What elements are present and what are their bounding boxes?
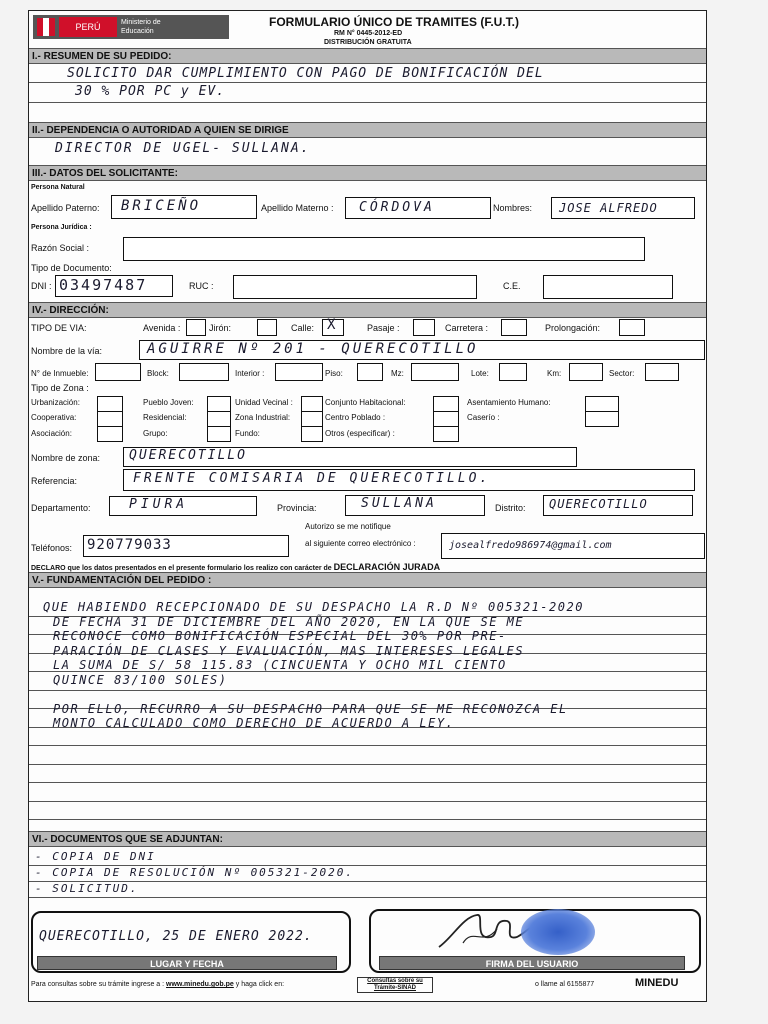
- minedu-logo: [33, 15, 229, 39]
- via-calle-mark: X: [327, 317, 337, 333]
- via-calle-label: Calle:: [291, 323, 315, 333]
- distrito-value: QUERECOTILLO: [549, 497, 648, 511]
- interior-label: Interior :: [235, 369, 265, 378]
- form-distribution: DISTRIBUCIÓN GRATUITA: [324, 39, 412, 46]
- fundamentacion-line: QUE HABIENDO RECEPCIONADO DE SU DESPACHO LA R.D Nº 005321-2020: [43, 600, 584, 614]
- section-1-header: I.- RESUMEN DE SU PEDIDO:: [29, 48, 706, 64]
- zona-fundo-checkbox[interactable]: [301, 426, 323, 442]
- fut-form: [28, 10, 707, 1002]
- section-5-header: V.- FUNDAMENTACIÓN DEL PEDIDO :: [29, 572, 706, 588]
- ce-label: C.E.: [503, 281, 521, 291]
- consultas-text: [31, 981, 284, 988]
- ruled-line: [29, 690, 706, 691]
- via-carretera-label: Carretera :: [445, 323, 489, 333]
- ruled-line: [29, 764, 706, 765]
- persona-natural-label: Persona Natural: [31, 184, 85, 191]
- fundamentacion-line: RECONOCE COMO BONIFICACIÓN ESPECIAL DEL 30% POR PRE-: [53, 629, 507, 643]
- nombres-value: JOSE ALFREDO: [559, 201, 658, 215]
- zona-cooperativa-label: Cooperativa:: [31, 413, 77, 422]
- ruled-line: [29, 897, 706, 898]
- llame-text: o llame al 6155877: [535, 981, 595, 988]
- fundamentacion-line: LA SUMA DE S/ 58 115.83 (CINCUENTA Y OCHO MIL CIENTO: [53, 658, 507, 672]
- zona-conjunto-label: Conjunto Habitacional:: [325, 398, 406, 407]
- minedu-brand: MINEDU: [635, 977, 679, 989]
- ruled-line: [29, 801, 706, 802]
- km-label: Km:: [547, 369, 562, 378]
- documento-item: - SOLICITUD.: [35, 882, 139, 895]
- zona-asociacion-label: Asociación:: [31, 429, 72, 438]
- sector-field[interactable]: [645, 363, 679, 381]
- via-jiron-checkbox[interactable]: [257, 319, 277, 336]
- ruc-field[interactable]: [233, 275, 477, 299]
- peru-shield-icon: [37, 18, 55, 36]
- zona-fundo-label: Fundo:: [235, 429, 260, 438]
- logo-ministry: Ministerio de Educación: [121, 19, 161, 35]
- autorizo-line-2: al siguiente correo electrónico :: [305, 539, 416, 548]
- referencia-label: Referencia:: [31, 476, 78, 486]
- declaro-sentence: DECLARO que los datos presentados en el presente formulario los realizo con carácter de: [31, 565, 332, 572]
- documento-item: - COPIA DE DNI: [35, 850, 156, 863]
- ruled-line: [29, 819, 706, 820]
- departamento-value: PIURA: [129, 497, 189, 512]
- piso-field[interactable]: [357, 363, 383, 381]
- dni-label: DNI :: [31, 281, 52, 291]
- zona-asociacion-checkbox[interactable]: [97, 426, 123, 442]
- section-6-header: VI.- DOCUMENTOS QUE SE ADJUNTAN:: [29, 831, 706, 847]
- zona-residencial-label: Residencial:: [143, 413, 187, 422]
- apellido-materno-value: CÓRDOVA: [359, 200, 435, 215]
- km-field[interactable]: [569, 363, 603, 381]
- form-title: FORMULARIO ÚNICO DE TRAMITES (F.U.T.): [269, 15, 519, 29]
- zona-otros-checkbox[interactable]: [433, 426, 459, 442]
- departamento-label: Departamento:: [31, 503, 91, 513]
- fundamentacion-line: MONTO CALCULADO COMO DERECHO DE ACUERDO A LEY.: [53, 716, 455, 730]
- ruc-label: RUC :: [189, 281, 214, 291]
- zona-caserio-label: Caserío :: [467, 413, 500, 422]
- razon-social-label: Razón Social :: [31, 243, 90, 253]
- ce-field[interactable]: [543, 275, 673, 299]
- mz-field[interactable]: [411, 363, 459, 381]
- fundamentacion-line: QUINCE 83/100 SOLES): [53, 672, 228, 687]
- section-3-header: III.- DATOS DEL SOLICITANTE:: [29, 165, 706, 181]
- via-prolongacion-checkbox[interactable]: [619, 319, 645, 336]
- via-pasaje-checkbox[interactable]: [413, 319, 435, 336]
- distrito-label: Distrito:: [495, 503, 526, 513]
- via-avenida-checkbox[interactable]: [186, 319, 206, 336]
- tipo-zona-label: Tipo de Zona :: [31, 383, 89, 393]
- inmueble-field[interactable]: [95, 363, 141, 381]
- razon-social-field[interactable]: [123, 237, 645, 261]
- zona-asentamiento-checkbox[interactable]: [585, 396, 619, 412]
- resumen-line-2: 30 % POR PC y EV.: [75, 84, 226, 99]
- persona-juridica-label: Persona Jurídica :: [31, 224, 92, 231]
- lugar-fecha-value: QUERECOTILLO, 25 DE ENERO 2022.: [39, 929, 313, 944]
- dependencia-value: DIRECTOR DE UGEL- SULLANA.: [55, 141, 311, 156]
- lote-label: Lote:: [471, 369, 489, 378]
- nombre-via-value: AGUIRRE Nº 201 - QUERECOTILLO: [147, 341, 479, 357]
- via-carretera-checkbox[interactable]: [501, 319, 527, 336]
- apellido-paterno-value: BRICEÑO: [121, 198, 202, 214]
- autorizo-line-1: Autorizo se me notifique: [305, 522, 391, 531]
- minedu-web-link[interactable]: www.minedu.gob.pe: [166, 981, 234, 988]
- zona-cooperativa-checkbox[interactable]: [97, 411, 123, 427]
- firma-label: FIRMA DEL USUARIO: [379, 956, 685, 970]
- documento-item: - COPIA DE RESOLUCIÓN Nº 005321-2020.: [35, 866, 355, 879]
- provincia-label: Provincia:: [277, 503, 317, 513]
- via-prolongacion-label: Prolongación:: [545, 323, 601, 333]
- zona-conjunto-checkbox[interactable]: [433, 396, 459, 412]
- block-label: Block:: [147, 369, 169, 378]
- consultas-prefix: Para consultas sobre su trámite ingrese a :: [31, 981, 165, 988]
- ruled-line: [29, 782, 706, 783]
- declaro-text: [31, 562, 440, 572]
- via-jiron-label: Jirón:: [209, 323, 232, 333]
- via-pasaje-label: Pasaje :: [367, 323, 400, 333]
- zona-unidad-vecinal-checkbox[interactable]: [301, 396, 323, 412]
- thumbprint: [521, 909, 595, 955]
- dni-value: 03497487: [59, 276, 148, 294]
- nombres-label: Nombres:: [493, 203, 533, 213]
- zona-grupo-label: Grupo:: [143, 429, 168, 438]
- zona-asentamiento-label: Asentamiento Humano:: [467, 398, 551, 407]
- lugar-fecha-label: LUGAR Y FECHA: [37, 956, 337, 970]
- nombre-zona-value: QUERECOTILLO: [129, 448, 247, 463]
- zona-otros-label: Otros (especificar) :: [325, 429, 395, 438]
- click-text: y haga click en:: [235, 981, 285, 988]
- logo-peru-box: PERÚ: [59, 17, 117, 37]
- zona-industrial-checkbox[interactable]: [301, 411, 323, 427]
- sector-label: Sector:: [609, 369, 635, 378]
- zona-unidad-vecinal-label: Unidad Vecinal :: [235, 398, 293, 407]
- zona-grupo-checkbox[interactable]: [207, 426, 231, 442]
- mz-label: Mz:: [391, 369, 404, 378]
- fundamentacion-line: DE FECHA 31 DE DICIEMBRE DEL AÑO 2020, EN LA QUE SE ME: [53, 614, 525, 629]
- telefonos-label: Teléfonos:: [31, 543, 73, 553]
- provincia-value: SULLANA: [361, 496, 437, 511]
- fundamentacion-line: POR ELLO, RECURRO A SU DESPACHO PARA QUE SE ME RECONOZCA EL: [53, 701, 568, 716]
- zona-caserio-checkbox[interactable]: [585, 411, 619, 427]
- interior-field[interactable]: [275, 363, 323, 381]
- telefonos-value: 920779033: [87, 537, 172, 553]
- nombre-via-label: Nombre de la vía:: [31, 346, 103, 356]
- apellido-paterno-label: Apellido Paterno:: [31, 203, 100, 213]
- zona-urbanizacion-checkbox[interactable]: [97, 396, 123, 412]
- tipo-documento-label: Tipo de Documento:: [31, 263, 112, 273]
- block-field[interactable]: [179, 363, 229, 381]
- nombre-zona-label: Nombre de zona:: [31, 453, 101, 463]
- zona-pueblo-joven-label: Pueblo Joven:: [143, 398, 194, 407]
- lote-field[interactable]: [499, 363, 527, 381]
- zona-urbanizacion-label: Urbanización:: [31, 398, 80, 407]
- via-avenida-label: Avenida :: [143, 323, 181, 333]
- zona-centro-poblado-label: Centro Poblado :: [325, 413, 386, 422]
- zona-pueblo-joven-checkbox[interactable]: [207, 396, 231, 412]
- zona-industrial-label: Zona Industrial:: [235, 413, 291, 422]
- ruled-line: [29, 745, 706, 746]
- form-rm: RM N° 0445-2012-ED: [334, 30, 403, 37]
- referencia-value: FRENTE COMISARIA DE QUERECOTILLO.: [133, 471, 491, 486]
- declaracion-jurada: DECLARACIÓN JURADA: [333, 562, 441, 572]
- fundamentacion-line: PARACIÓN DE CLASES Y EVALUACIÓN, MAS INTERESES LEGALES: [53, 643, 525, 658]
- zona-centro-poblado-checkbox[interactable]: [433, 411, 459, 427]
- section-4-header: IV.- DIRECCIÓN:: [29, 302, 706, 318]
- correo-value: josealfredo986974@gmail.com: [449, 540, 612, 551]
- consultas-button[interactable]: Consultas sobre su Trámite-SINAD: [357, 977, 433, 993]
- section-2-header: II.- DEPENDENCIA O AUTORIDAD A QUIEN SE DIRIGE: [29, 122, 706, 138]
- resumen-line-1: SOLICITO DAR CUMPLIMIENTO CON PAGO DE BONIFICACIÓN DEL: [67, 66, 544, 81]
- piso-label: Piso:: [325, 369, 343, 378]
- inmueble-label: N° de Inmueble:: [31, 369, 89, 378]
- apellido-materno-label: Apellido Materno :: [261, 203, 334, 213]
- zona-residencial-checkbox[interactable]: [207, 411, 231, 427]
- tipo-via-label: TIPO DE VIA:: [31, 323, 87, 333]
